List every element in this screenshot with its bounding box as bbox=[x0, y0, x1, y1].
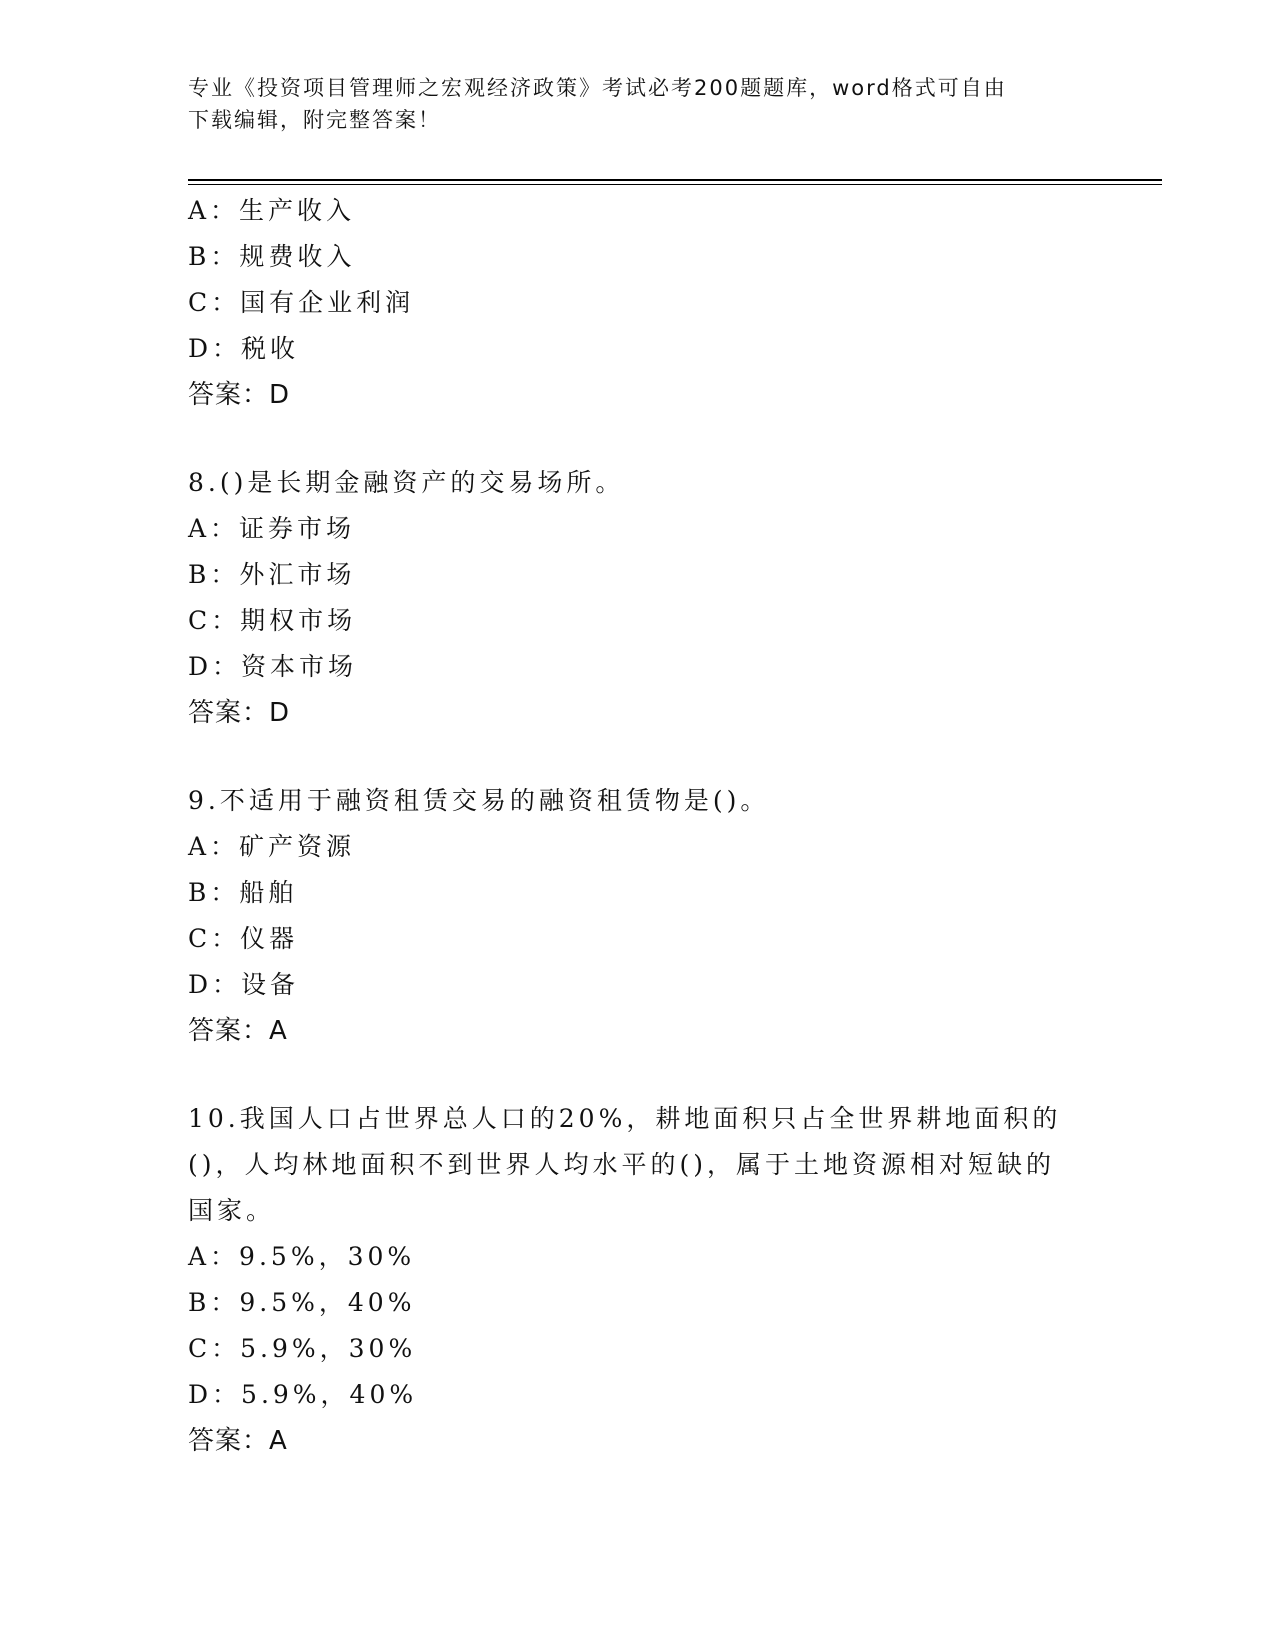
question-stem: 9.不适用于融资租赁交易的融资租赁物是()。 bbox=[188, 786, 770, 815]
option-a: A：9.5%，30% bbox=[188, 1242, 416, 1271]
question-8 bbox=[188, 460, 1088, 736]
answer-line: 答案：A bbox=[188, 1426, 288, 1456]
option-c: C：5.9%，30% bbox=[188, 1334, 417, 1363]
option-c: C：仪器 bbox=[188, 924, 299, 953]
option-c: C：期权市场 bbox=[188, 606, 357, 635]
option-d: D：5.9%，40% bbox=[188, 1380, 418, 1409]
header-line-2: 下载编辑，附完整答案！ bbox=[188, 108, 441, 132]
option-a: A：证券市场 bbox=[188, 514, 356, 543]
document-header bbox=[188, 72, 1088, 136]
option-c: C：国有企业利润 bbox=[188, 288, 415, 317]
option-b: B：9.5%，40% bbox=[188, 1288, 416, 1317]
question-7 bbox=[188, 188, 1088, 418]
question-list bbox=[188, 188, 1088, 1464]
answer-line: 答案：D bbox=[188, 380, 291, 410]
answer-line: 答案：D bbox=[188, 698, 291, 728]
header-line-1: 专业《投资项目管理师之宏观经济政策》考试必考200题题库，word格式可自由 bbox=[188, 76, 1007, 100]
option-b: B：规费收入 bbox=[188, 242, 356, 271]
question-10 bbox=[188, 1096, 1088, 1464]
option-d: D：税收 bbox=[188, 334, 300, 363]
header-divider-thin bbox=[188, 184, 1162, 185]
question-stem: 8.()是长期金融资产的交易场所。 bbox=[188, 468, 625, 497]
option-b: B：船舶 bbox=[188, 878, 298, 907]
question-stem: 10.我国人口占世界总人口的20%，耕地面积只占全世界耕地面积的()，人均林地面积不到世界人均水平的()，属于土地资源相对短缺的国家。 bbox=[188, 1104, 1062, 1225]
option-a: A：生产收入 bbox=[188, 196, 356, 225]
header-divider-thick bbox=[188, 179, 1162, 181]
option-d: D：设备 bbox=[188, 970, 300, 999]
option-d: D：资本市场 bbox=[188, 652, 358, 681]
option-a: A：矿产资源 bbox=[188, 832, 356, 861]
option-b: B：外汇市场 bbox=[188, 560, 356, 589]
question-9 bbox=[188, 778, 1088, 1054]
answer-line: 答案：A bbox=[188, 1016, 288, 1046]
